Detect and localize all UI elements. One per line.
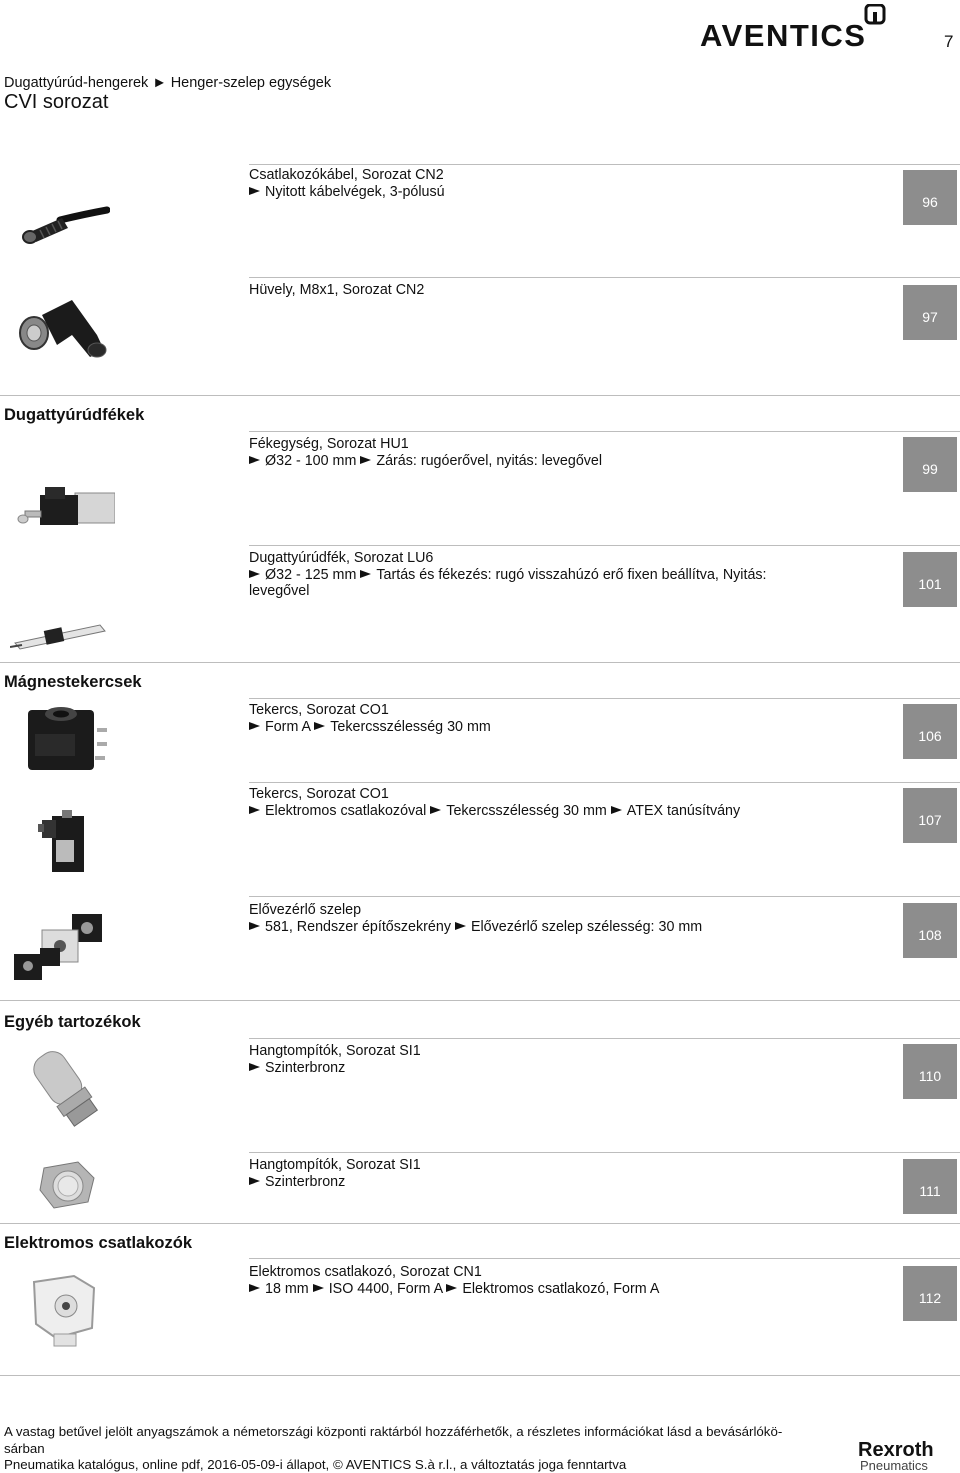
arrow-icon (249, 722, 260, 730)
atex-coil-image (36, 810, 96, 876)
entry-detail: Tekercsszélesség 30 mm (446, 802, 607, 819)
brake-unit-image (15, 485, 115, 535)
footer-note-continued: sárban (4, 1441, 45, 1456)
entry-detail: levegővel (249, 583, 310, 599)
divider (0, 395, 960, 396)
entry-detail: Zárás: rugóerővel, nyitás: levegővel (376, 452, 603, 469)
divider (249, 698, 960, 699)
page-link-button[interactable]: 107 (903, 788, 957, 843)
arrow-icon (611, 806, 622, 814)
entry-detail: Szinterbronz (265, 1059, 346, 1076)
entry-title: Csatlakozókábel, Sorozat CN2 (249, 167, 444, 183)
entry-title: Hangtompítók, Sorozat SI1 (249, 1157, 421, 1173)
divider (249, 545, 960, 546)
arrow-icon (249, 806, 260, 814)
page-link-button[interactable]: 112 (903, 1266, 957, 1321)
section-heading-magnes: Mágnestekercsek (4, 673, 142, 691)
page-link-button[interactable]: 111 (903, 1159, 957, 1214)
arrow-icon (249, 570, 260, 578)
rod-brake-image (10, 615, 110, 655)
divider (0, 662, 960, 663)
page-link-button[interactable]: 101 (903, 552, 957, 607)
entry-detail: Nyitott kábelvégek, 3-pólusú (265, 183, 445, 200)
divider (249, 1038, 960, 1039)
cable-connector-image (10, 200, 110, 250)
catalog-entry (249, 550, 889, 600)
catalog-entry (249, 702, 889, 735)
arrow-icon (360, 456, 371, 464)
arrow-icon (249, 456, 260, 464)
entry-detail: 581, Rendszer építőszekrény (265, 918, 451, 935)
arrow-icon (455, 922, 466, 930)
entry-detail: Tartás és fékezés: rugó visszahúzó erő fixen beállítva, Nyitás: (376, 566, 767, 583)
arrow-icon (446, 1284, 457, 1292)
divider (0, 1375, 960, 1376)
flat-silencer-image (38, 1158, 100, 1218)
entry-title: Elővezérlő szelep (249, 902, 362, 918)
rexroth-logo (856, 1436, 956, 1472)
divider (249, 1152, 960, 1153)
entry-title: Tekercs, Sorozat CO1 (249, 786, 389, 802)
divider (249, 277, 960, 278)
entry-detail: ATEX tanúsítvány (626, 802, 741, 819)
page-title: CVI sorozat (4, 91, 109, 113)
entry-title: Dugattyúrúdfék, Sorozat LU6 (249, 550, 434, 566)
catalog-entry (249, 436, 889, 469)
catalog-entry (249, 902, 889, 935)
arrow-icon (360, 570, 371, 578)
arrow-icon (314, 722, 325, 730)
entry-detail: 18 mm (265, 1280, 309, 1297)
entry-title: Tekercs, Sorozat CO1 (249, 702, 389, 718)
divider (249, 164, 960, 165)
breadcrumb: Dugattyúrúd-hengerek ► Henger-szelep egységek (4, 75, 332, 91)
page-link-button[interactable]: 106 (903, 704, 957, 759)
entry-detail: Elektromos csatlakozóval (265, 802, 427, 819)
catalog-entry (249, 1157, 889, 1190)
arrow-icon (249, 1177, 260, 1185)
entry-detail: Elővezérlő szelep szélesség: 30 mm (470, 918, 703, 935)
socket-connector-image (12, 295, 112, 365)
divider (0, 1223, 960, 1224)
entry-detail: Form A (265, 718, 311, 735)
divider (0, 1000, 960, 1001)
entry-detail: Szinterbronz (265, 1173, 346, 1190)
arrow-icon (249, 1284, 260, 1292)
footer-copyright: Pneumatika katalógus, online pdf, 2016-05-09-i állapot, © AVENTICS S.à r.l., a változtatás joga fenntartva (4, 1457, 627, 1472)
entry-detail: Ø32 - 125 mm (265, 566, 357, 583)
divider (249, 1258, 960, 1259)
page-link-button[interactable]: 96 (903, 170, 957, 225)
page-link-button[interactable]: 110 (903, 1044, 957, 1099)
catalog-entry (249, 1043, 889, 1076)
svg-text:Rexroth: Rexroth (858, 1439, 934, 1461)
entry-detail: Ø32 - 100 mm (265, 452, 357, 469)
catalog-entry (249, 1264, 889, 1297)
entry-title: Fékegység, Sorozat HU1 (249, 436, 409, 452)
divider (249, 431, 960, 432)
electric-connector-image (26, 1272, 106, 1352)
section-heading-elektromos: Elektromos csatlakozók (4, 1234, 192, 1252)
entry-title: Hüvely, M8x1, Sorozat CN2 (249, 282, 425, 298)
arrow-icon (249, 1063, 260, 1071)
pilot-valve-image (10, 908, 110, 984)
arrow-icon (430, 806, 441, 814)
entry-detail: ISO 4400, Form A (328, 1280, 443, 1297)
catalog-entry (249, 786, 889, 819)
section-heading-egyeb: Egyéb tartozékok (4, 1013, 141, 1031)
catalog-entry (249, 167, 889, 200)
silencer-image (18, 1044, 108, 1130)
page-number: 7 (944, 32, 954, 51)
catalog-entry (249, 282, 889, 299)
divider (249, 896, 960, 897)
solenoid-coil-image (25, 702, 115, 774)
svg-text:Pneumatics: Pneumatics (860, 1458, 928, 1472)
entry-detail: Elektromos csatlakozó, Form A (462, 1280, 660, 1297)
section-heading-fekek: Dugattyúrúdfékek (4, 406, 145, 424)
page-link-button[interactable]: 108 (903, 903, 957, 958)
entry-title: Hangtompítók, Sorozat SI1 (249, 1043, 421, 1059)
aventics-logo (700, 4, 886, 50)
divider (249, 782, 960, 783)
footer-note: A vastag betűvel jelölt anyagszámok a németországi központi raktárból hozzáférhetők, a részletes információkat lásd a bevásárlókö- (4, 1424, 783, 1439)
page-link-button[interactable]: 99 (903, 437, 957, 492)
entry-title: Elektromos csatlakozó, Sorozat CN1 (249, 1264, 482, 1280)
page-link-button[interactable]: 97 (903, 285, 957, 340)
svg-text:AVENTICS: AVENTICS (700, 18, 867, 50)
arrow-icon (249, 922, 260, 930)
arrow-icon (313, 1284, 324, 1292)
arrow-icon (249, 187, 260, 195)
entry-detail: Tekercsszélesség 30 mm (330, 718, 491, 735)
